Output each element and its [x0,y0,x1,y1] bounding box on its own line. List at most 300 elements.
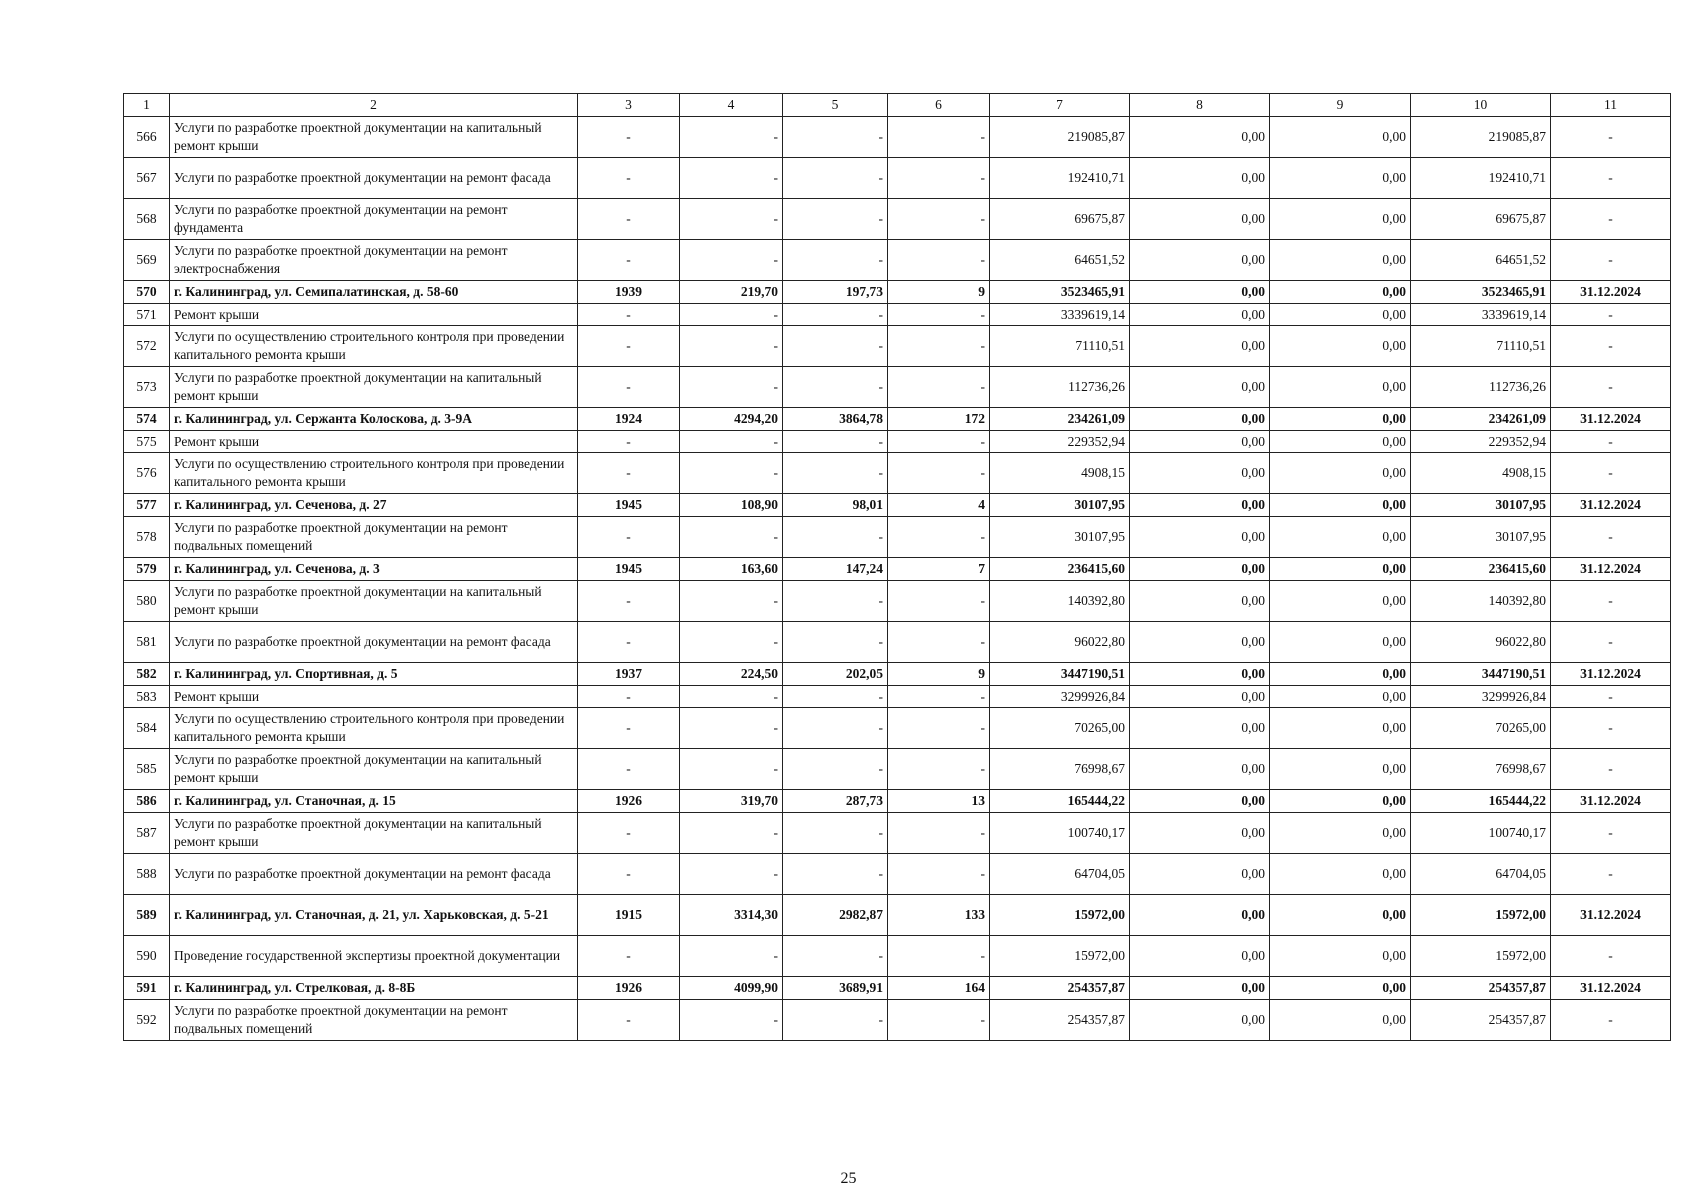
cell-cost-budget: 0,00 [1270,158,1411,199]
table-row [124,895,1671,936]
row-number: 566 [124,117,170,158]
cell-cost-owners: 234261,09 [1411,408,1551,431]
cell-cost-owners: 70265,00 [1411,708,1551,749]
cell-year: - [578,117,680,158]
cell-area-living: - [783,686,888,708]
cell-area-total: - [680,367,783,408]
table-row [124,813,1671,854]
cell-area-living: - [783,240,888,281]
table-row [124,199,1671,240]
cell-deadline: - [1551,749,1671,790]
row-name: г. Калининград, ул. Сеченова, д. 3 [170,558,578,581]
cell-deadline: 31.12.2024 [1551,281,1671,304]
cell-cost-fund: 0,00 [1130,494,1270,517]
cell-area-living: - [783,326,888,367]
cell-cost-budget: 0,00 [1270,431,1411,453]
cell-cost-fund: 0,00 [1130,708,1270,749]
cell-deadline: 31.12.2024 [1551,895,1671,936]
cell-cost-fund: 0,00 [1130,749,1270,790]
cell-deadline: 31.12.2024 [1551,558,1671,581]
row-number: 590 [124,936,170,977]
cell-cost-budget: 0,00 [1270,581,1411,622]
cell-cost-total: 229352,94 [990,431,1130,453]
cell-deadline: 31.12.2024 [1551,790,1671,813]
cell-residents: - [888,240,990,281]
table-row [124,749,1671,790]
cell-area-total: - [680,813,783,854]
cell-cost-fund: 0,00 [1130,895,1270,936]
cell-deadline: 31.12.2024 [1551,663,1671,686]
cell-cost-owners: 3299926,84 [1411,686,1551,708]
cell-year: - [578,749,680,790]
cell-residents: 9 [888,663,990,686]
table-row [124,281,1671,304]
cell-residents: 164 [888,977,990,1000]
header-cell: 1 [124,94,170,117]
row-name: г. Калининград, ул. Стрелковая, д. 8-8Б [170,977,578,1000]
cell-cost-total: 3339619,14 [990,304,1130,326]
cell-cost-total: 15972,00 [990,936,1130,977]
cell-area-total: - [680,749,783,790]
cell-cost-fund: 0,00 [1130,408,1270,431]
cell-cost-owners: 100740,17 [1411,813,1551,854]
cell-year: 1945 [578,494,680,517]
row-number: 582 [124,663,170,686]
cell-area-living: - [783,453,888,494]
cell-cost-budget: 0,00 [1270,977,1411,1000]
cell-year: - [578,708,680,749]
table-row [124,158,1671,199]
cell-residents: - [888,158,990,199]
cell-cost-owners: 219085,87 [1411,117,1551,158]
cell-area-living: - [783,117,888,158]
cell-cost-total: 234261,09 [990,408,1130,431]
table-row [124,517,1671,558]
cell-area-total: 163,60 [680,558,783,581]
cell-area-living: 287,73 [783,790,888,813]
cell-deadline: - [1551,1000,1671,1041]
cell-cost-owners: 71110,51 [1411,326,1551,367]
cell-cost-total: 4908,15 [990,453,1130,494]
cell-cost-owners: 254357,87 [1411,977,1551,1000]
cell-cost-fund: 0,00 [1130,790,1270,813]
cell-year: - [578,367,680,408]
cell-cost-budget: 0,00 [1270,304,1411,326]
table-row [124,408,1671,431]
row-name: г. Калининград, ул. Станочная, д. 15 [170,790,578,813]
cell-deadline: - [1551,367,1671,408]
cell-year: 1939 [578,281,680,304]
cell-area-living: - [783,622,888,663]
row-name: Услуги по разработке проектной документации на ремонт фасада [170,158,578,199]
cell-cost-fund: 0,00 [1130,581,1270,622]
cell-area-living: - [783,431,888,453]
cell-area-living: - [783,749,888,790]
cell-year: - [578,622,680,663]
row-number: 575 [124,431,170,453]
row-number: 580 [124,581,170,622]
cell-cost-total: 236415,60 [990,558,1130,581]
cell-cost-fund: 0,00 [1130,663,1270,686]
cell-area-total: 3314,30 [680,895,783,936]
cell-area-living: 197,73 [783,281,888,304]
row-number: 568 [124,199,170,240]
cell-area-total: 224,50 [680,663,783,686]
header-cell: 10 [1411,94,1551,117]
cell-deadline: - [1551,158,1671,199]
cell-cost-budget: 0,00 [1270,199,1411,240]
cell-cost-budget: 0,00 [1270,1000,1411,1041]
row-number: 584 [124,708,170,749]
row-name: Услуги по разработке проектной документации на ремонт фасада [170,622,578,663]
cell-residents: - [888,581,990,622]
table-row [124,854,1671,895]
row-name: Ремонт крыши [170,686,578,708]
row-number: 585 [124,749,170,790]
cell-deadline: 31.12.2024 [1551,977,1671,1000]
row-name: Услуги по разработке проектной документации на ремонт фасада [170,854,578,895]
row-number: 588 [124,854,170,895]
row-number: 567 [124,158,170,199]
cell-cost-owners: 112736,26 [1411,367,1551,408]
cell-year: - [578,1000,680,1041]
cell-cost-fund: 0,00 [1130,281,1270,304]
cell-cost-budget: 0,00 [1270,895,1411,936]
cell-deadline: - [1551,686,1671,708]
cell-cost-fund: 0,00 [1130,117,1270,158]
cell-cost-total: 76998,67 [990,749,1130,790]
cell-area-living: - [783,708,888,749]
cell-year: - [578,936,680,977]
table-row [124,686,1671,708]
cell-area-living: 3689,91 [783,977,888,1000]
cell-area-total: - [680,517,783,558]
cell-cost-owners: 3339619,14 [1411,304,1551,326]
cell-deadline: - [1551,581,1671,622]
cell-deadline: - [1551,304,1671,326]
row-number: 576 [124,453,170,494]
cell-cost-fund: 0,00 [1130,431,1270,453]
cell-area-total: - [680,199,783,240]
cell-cost-owners: 15972,00 [1411,936,1551,977]
table-row [124,240,1671,281]
cell-cost-fund: 0,00 [1130,686,1270,708]
row-number: 574 [124,408,170,431]
cell-cost-budget: 0,00 [1270,281,1411,304]
cell-cost-total: 64704,05 [990,854,1130,895]
cell-cost-owners: 64651,52 [1411,240,1551,281]
cell-cost-total: 254357,87 [990,1000,1130,1041]
row-name: Услуги по разработке проектной документации на капитальный ремонт крыши [170,749,578,790]
row-number: 591 [124,977,170,1000]
row-name: Ремонт крыши [170,431,578,453]
cell-year: 1926 [578,977,680,1000]
cell-year: - [578,453,680,494]
cell-area-total: 219,70 [680,281,783,304]
cell-residents: - [888,117,990,158]
cell-year: - [578,854,680,895]
cell-deadline: - [1551,708,1671,749]
cell-year: - [578,517,680,558]
cell-residents: 9 [888,281,990,304]
cell-cost-total: 30107,95 [990,517,1130,558]
cell-cost-total: 69675,87 [990,199,1130,240]
cell-year: 1915 [578,895,680,936]
cell-year: 1924 [578,408,680,431]
cell-cost-total: 70265,00 [990,708,1130,749]
cell-cost-budget: 0,00 [1270,453,1411,494]
cell-cost-total: 96022,80 [990,622,1130,663]
cell-year: - [578,813,680,854]
cell-residents: - [888,1000,990,1041]
cell-residents: - [888,453,990,494]
works-table [123,93,1671,1041]
row-name: Услуги по разработке проектной документации на капитальный ремонт крыши [170,117,578,158]
cell-area-living: 147,24 [783,558,888,581]
row-number: 569 [124,240,170,281]
cell-residents: - [888,517,990,558]
row-number: 583 [124,686,170,708]
cell-area-total: - [680,686,783,708]
cell-deadline: - [1551,517,1671,558]
table-row [124,977,1671,1000]
cell-cost-budget: 0,00 [1270,558,1411,581]
cell-area-total: - [680,240,783,281]
cell-residents: - [888,622,990,663]
cell-area-total: 4294,20 [680,408,783,431]
cell-residents: - [888,708,990,749]
cell-cost-budget: 0,00 [1270,708,1411,749]
cell-cost-total: 140392,80 [990,581,1130,622]
table-row [124,494,1671,517]
cell-cost-total: 165444,22 [990,790,1130,813]
table-row [124,304,1671,326]
cell-cost-owners: 192410,71 [1411,158,1551,199]
cell-cost-fund: 0,00 [1130,517,1270,558]
cell-cost-budget: 0,00 [1270,240,1411,281]
cell-area-living: - [783,854,888,895]
cell-cost-fund: 0,00 [1130,1000,1270,1041]
row-number: 592 [124,1000,170,1041]
cell-area-total: - [680,854,783,895]
cell-residents: - [888,854,990,895]
cell-area-total: 108,90 [680,494,783,517]
cell-year: 1937 [578,663,680,686]
cell-cost-budget: 0,00 [1270,367,1411,408]
cell-cost-total: 15972,00 [990,895,1130,936]
cell-cost-owners: 96022,80 [1411,622,1551,663]
cell-cost-budget: 0,00 [1270,686,1411,708]
row-number: 586 [124,790,170,813]
cell-residents: 13 [888,790,990,813]
table-row [124,326,1671,367]
row-name: Услуги по разработке проектной документации на ремонт фундамента [170,199,578,240]
cell-cost-fund: 0,00 [1130,936,1270,977]
row-name: Услуги по разработке проектной документации на капитальный ремонт крыши [170,581,578,622]
cell-residents: 172 [888,408,990,431]
header-cell: 4 [680,94,783,117]
cell-deadline: - [1551,431,1671,453]
row-name: Ремонт крыши [170,304,578,326]
cell-cost-total: 30107,95 [990,494,1130,517]
row-name: Услуги по разработке проектной документации на капитальный ремонт крыши [170,367,578,408]
cell-area-total: - [680,622,783,663]
cell-cost-fund: 0,00 [1130,977,1270,1000]
table-row [124,790,1671,813]
cell-area-total: - [680,708,783,749]
cell-deadline: - [1551,326,1671,367]
cell-area-living: - [783,367,888,408]
header-cell: 2 [170,94,578,117]
cell-residents: - [888,749,990,790]
row-number: 581 [124,622,170,663]
cell-cost-owners: 236415,60 [1411,558,1551,581]
row-number: 573 [124,367,170,408]
row-name: Услуги по осуществлению строительного контроля при проведении капитального ремонта крыши [170,708,578,749]
cell-cost-total: 71110,51 [990,326,1130,367]
cell-deadline: - [1551,936,1671,977]
table-row [124,117,1671,158]
header-cell: 11 [1551,94,1671,117]
table-row [124,622,1671,663]
row-name: г. Калининград, ул. Семипалатинская, д. 58-60 [170,281,578,304]
row-name: Услуги по осуществлению строительного контроля при проведении капитального ремонта крыши [170,326,578,367]
cell-area-living: 202,05 [783,663,888,686]
cell-year: - [578,431,680,453]
cell-year: - [578,304,680,326]
cell-cost-owners: 4908,15 [1411,453,1551,494]
cell-cost-budget: 0,00 [1270,622,1411,663]
cell-cost-total: 254357,87 [990,977,1130,1000]
cell-cost-budget: 0,00 [1270,117,1411,158]
cell-deadline: 31.12.2024 [1551,494,1671,517]
cell-area-total: 319,70 [680,790,783,813]
cell-cost-owners: 30107,95 [1411,494,1551,517]
table-row [124,558,1671,581]
cell-deadline: - [1551,240,1671,281]
table-row [124,431,1671,453]
cell-cost-budget: 0,00 [1270,790,1411,813]
header-cell: 5 [783,94,888,117]
row-number: 572 [124,326,170,367]
row-number: 571 [124,304,170,326]
row-number: 587 [124,813,170,854]
cell-residents: - [888,367,990,408]
cell-area-living: 3864,78 [783,408,888,431]
cell-cost-budget: 0,00 [1270,326,1411,367]
cell-residents: - [888,936,990,977]
cell-cost-owners: 64704,05 [1411,854,1551,895]
cell-cost-total: 192410,71 [990,158,1130,199]
cell-cost-fund: 0,00 [1130,199,1270,240]
cell-cost-owners: 69675,87 [1411,199,1551,240]
cell-area-living: - [783,304,888,326]
cell-area-total: - [680,936,783,977]
table-body [124,94,1671,1041]
row-name: Услуги по разработке проектной документации на ремонт электроснабжения [170,240,578,281]
cell-area-total: - [680,581,783,622]
cell-cost-fund: 0,00 [1130,367,1270,408]
row-name: г. Калининград, ул. Сержанта Колоскова, д. 3-9А [170,408,578,431]
row-number: 589 [124,895,170,936]
row-name: Услуги по разработке проектной документации на ремонт подвальных помещений [170,517,578,558]
cell-cost-owners: 3523465,91 [1411,281,1551,304]
cell-deadline: 31.12.2024 [1551,408,1671,431]
row-name: Услуги по осуществлению строительного контроля при проведении капитального ремонта крыши [170,453,578,494]
cell-cost-fund: 0,00 [1130,304,1270,326]
table-row [124,453,1671,494]
cell-cost-owners: 229352,94 [1411,431,1551,453]
cell-area-total: - [680,1000,783,1041]
cell-cost-total: 3299926,84 [990,686,1130,708]
cell-cost-owners: 165444,22 [1411,790,1551,813]
cell-area-living: - [783,936,888,977]
cell-year: - [578,326,680,367]
cell-year: - [578,158,680,199]
cell-area-living: - [783,199,888,240]
cell-area-living: 2982,87 [783,895,888,936]
cell-residents: 133 [888,895,990,936]
table-row [124,663,1671,686]
cell-cost-fund: 0,00 [1130,622,1270,663]
cell-area-total: - [680,304,783,326]
table-row [124,367,1671,408]
row-name: г. Калининград, ул. Сеченова, д. 27 [170,494,578,517]
cell-area-living: 98,01 [783,494,888,517]
cell-year: 1926 [578,790,680,813]
table-row [124,936,1671,977]
row-name: Услуги по разработке проектной документации на капитальный ремонт крыши [170,813,578,854]
cell-cost-owners: 76998,67 [1411,749,1551,790]
cell-cost-owners: 254357,87 [1411,1000,1551,1041]
header-cell: 3 [578,94,680,117]
cell-area-living: - [783,813,888,854]
cell-residents: - [888,304,990,326]
cell-cost-budget: 0,00 [1270,813,1411,854]
cell-cost-total: 219085,87 [990,117,1130,158]
cell-area-living: - [783,158,888,199]
cell-deadline: - [1551,453,1671,494]
cell-residents: - [888,199,990,240]
cell-area-total: 4099,90 [680,977,783,1000]
cell-residents: 7 [888,558,990,581]
row-name: Проведение государственной экспертизы проектной документации [170,936,578,977]
cell-area-total: - [680,453,783,494]
cell-area-living: - [783,581,888,622]
page-number: 25 [840,1170,857,1187]
cell-deadline: - [1551,854,1671,895]
cell-cost-owners: 30107,95 [1411,517,1551,558]
cell-year: 1945 [578,558,680,581]
cell-cost-total: 64651,52 [990,240,1130,281]
cell-deadline: - [1551,117,1671,158]
row-name: г. Калининград, ул. Спортивная, д. 5 [170,663,578,686]
cell-cost-fund: 0,00 [1130,453,1270,494]
cell-residents: - [888,431,990,453]
table-row [124,581,1671,622]
cell-area-total: - [680,158,783,199]
cell-residents: 4 [888,494,990,517]
cell-area-total: - [680,117,783,158]
cell-residents: - [888,813,990,854]
cell-cost-budget: 0,00 [1270,854,1411,895]
cell-cost-budget: 0,00 [1270,663,1411,686]
cell-cost-total: 100740,17 [990,813,1130,854]
cell-cost-total: 112736,26 [990,367,1130,408]
cell-cost-owners: 3447190,51 [1411,663,1551,686]
cell-year: - [578,240,680,281]
cell-cost-fund: 0,00 [1130,813,1270,854]
